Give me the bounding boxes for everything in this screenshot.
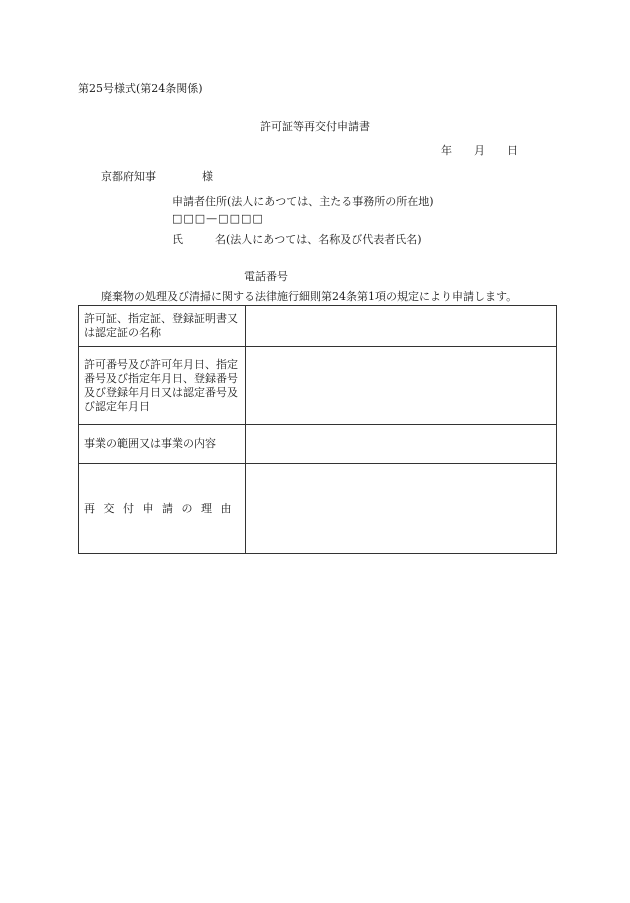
postal-code-field: □□□—□□□□ <box>172 212 264 225</box>
table-row <box>79 425 557 464</box>
table-row <box>79 464 557 554</box>
date-day-label: 日 <box>507 144 518 157</box>
row-value-permit-number-date[interactable] <box>246 347 557 425</box>
phone-label: 電話番号 <box>244 270 288 283</box>
row-value-reissue-reason[interactable] <box>246 464 557 554</box>
addressee-honorific: 様 <box>202 170 213 183</box>
table-row <box>79 347 557 425</box>
date-line <box>441 145 518 156</box>
row-value-certificate-name[interactable] <box>246 306 557 347</box>
applicant-name-label-first: 氏 <box>172 233 183 246</box>
applicant-name-label-rest: 名(法人にあつては、名称及び代表者氏名) <box>215 233 422 246</box>
form-number: 第25号様式(第24条関係) <box>78 82 203 95</box>
date-month-label: 月 <box>474 144 485 157</box>
row-label-permit-number-date: 許可番号及び許可年月日、指定番号及び指定年月日、登録番号及び登録年月日又は認定番号及び認定年月日 <box>79 347 246 425</box>
row-label-reissue-reason: 再交付申請の理由 <box>79 464 246 554</box>
row-value-business-scope[interactable] <box>246 425 557 464</box>
addressee <box>101 171 213 182</box>
document-title: 許可証等再交付申請書 <box>260 120 370 133</box>
row-label-business-scope: 事業の範囲又は事業の内容 <box>79 425 246 464</box>
addressee-name: 京都府知事 <box>101 170 156 183</box>
application-statement: 廃棄物の処理及び清掃に関する法律施行細則第24条第1項の規定により申請します。 <box>101 290 518 303</box>
table-row <box>79 306 557 347</box>
applicant-name-label <box>172 234 422 245</box>
application-items-table <box>78 305 557 554</box>
row-label-certificate-name: 許可証、指定証、登録証明書又は認定証の名称 <box>79 306 246 347</box>
applicant-address-label: 申請者住所(法人にあつては、主たる事務所の所在地) <box>172 195 434 208</box>
date-year-label: 年 <box>441 144 452 157</box>
